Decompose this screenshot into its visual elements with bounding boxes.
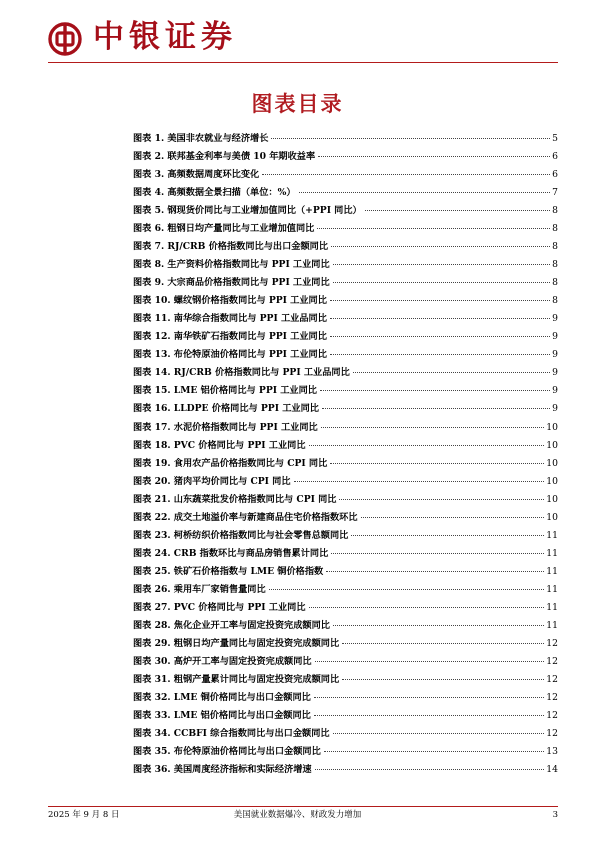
toc-entry-label: 图表 1. 美国非农就业与经济增长: [133, 133, 269, 144]
toc-entry-page: 10: [546, 493, 558, 505]
toc-dot-leader: [322, 408, 550, 409]
toc-entry-label: 图表 13. 布伦特原油价格同比与 PPI 工业同比: [133, 349, 327, 361]
toc-entry[interactable]: [133, 346, 558, 364]
toc-dot-leader: [333, 282, 550, 283]
toc-entry[interactable]: [133, 256, 558, 274]
toc-entry[interactable]: [133, 382, 558, 400]
toc-entry-label: 图表 23. 柯桥纺织价格指数同比与社会零售总额同比: [133, 529, 349, 541]
toc-dot-leader: [330, 336, 550, 337]
toc-list: [133, 130, 558, 779]
toc-entry-page: 12: [546, 728, 558, 740]
toc-entry[interactable]: [133, 617, 558, 635]
toc-entry-label: 图表 21. 山东蔬菜批发价格指数同比与 CPI 同比: [133, 493, 337, 505]
toc-entry[interactable]: [133, 184, 558, 202]
toc-dot-leader: [330, 318, 550, 319]
toc-entry-page: 8: [552, 205, 558, 217]
toc-entry-label: 图表 8. 生产资料价格指数同比与 PPI 工业同比: [133, 259, 330, 271]
toc-entry-page: 6: [552, 151, 558, 163]
toc-entry[interactable]: [133, 238, 558, 256]
toc-entry-page: 12: [546, 655, 558, 667]
toc-entry-label: 图表 16. LLDPE 价格同比与 PPI 工业同比: [133, 403, 319, 415]
toc-entry-page: 10: [546, 475, 558, 487]
toc-entry-label: 图表 4. 高频数据全景扫描（单位：%）: [133, 187, 296, 199]
toc-entry-label: 图表 32. LME 铜价格同比与出口金额同比: [133, 691, 311, 703]
toc-entry-label: 图表 11. 南华综合指数同比与 PPI 工业品同比: [133, 313, 327, 325]
toc-entry[interactable]: [133, 166, 558, 184]
toc-dot-leader: [351, 535, 544, 536]
toc-entry-label: 图表 25. 铁矿石价格指数与 LME 铜价格指数: [133, 565, 324, 577]
toc-entry-label: 图表 36. 美国周度经济指标和实际经济增速: [133, 764, 312, 776]
toc-entry-page: 12: [546, 637, 558, 649]
toc-dot-leader: [333, 264, 550, 265]
toc-entry-page: 12: [546, 710, 558, 721]
toc-entry-page: 8: [552, 295, 558, 307]
toc-entry-page: 9: [552, 385, 558, 397]
toc-entry-label: 图表 28. 焦化企业开工率与固定投资完成额同比: [133, 619, 330, 631]
toc-entry-label: 图表 15. LME 铝价格同比与 PPI 工业同比: [133, 385, 317, 397]
toc-entry[interactable]: [133, 328, 558, 346]
toc-entry-label: 图表 33. LME 铝价格同比与出口金额同比: [133, 710, 311, 721]
toc-dot-leader: [321, 427, 545, 428]
toc-entry[interactable]: [133, 202, 558, 220]
toc-entry[interactable]: [133, 310, 558, 328]
toc-dot-leader: [339, 499, 544, 500]
toc-dot-leader: [342, 643, 544, 644]
toc-entry-page: 11: [546, 619, 558, 631]
toc-dot-leader: [324, 751, 545, 752]
toc-dot-leader: [309, 445, 545, 446]
toc-entry[interactable]: [133, 599, 558, 617]
toc-entry[interactable]: [133, 635, 558, 653]
bank-of-china-logo-icon: [48, 22, 82, 56]
footer-page-number: 3: [552, 810, 558, 820]
toc-dot-leader: [365, 210, 550, 211]
toc-dot-leader: [269, 589, 545, 590]
toc-dot-leader: [361, 517, 545, 518]
toc-entry-page: 8: [552, 241, 558, 253]
toc-entry-label: 图表 26. 乘用车厂家销售量同比: [133, 583, 266, 595]
toc-entry[interactable]: [133, 671, 558, 689]
toc-dot-leader: [314, 715, 544, 716]
toc-dot-leader: [326, 571, 544, 572]
toc-entry-page: 12: [546, 673, 558, 685]
toc-entry-page: 14: [546, 764, 558, 776]
toc-entry[interactable]: [133, 400, 558, 418]
toc-dot-leader: [330, 300, 550, 301]
footer-report-title: 美国就业数据爆冷、财政发力增加: [233, 810, 362, 820]
page-header: [0, 0, 595, 64]
toc-entry[interactable]: [133, 419, 558, 437]
toc-entry-page: 11: [546, 565, 558, 577]
toc-entry-page: 9: [552, 403, 558, 415]
toc-dot-leader: [353, 372, 550, 373]
brand-name: 中银证券: [93, 19, 237, 55]
toc-entry-page: 8: [552, 259, 558, 271]
toc-entry-page: 11: [546, 529, 558, 541]
toc-dot-leader: [320, 390, 550, 391]
toc-dot-leader: [342, 679, 544, 680]
toc-dot-leader: [309, 607, 545, 608]
toc-entry-page: 11: [546, 547, 558, 559]
toc-entry-page: 8: [552, 277, 558, 289]
toc-entry[interactable]: [133, 545, 558, 563]
toc-entry-label: 图表 14. RJ/CRB 价格指数同比与 PPI 工业品同比: [133, 367, 350, 379]
toc-entry-page: 9: [552, 349, 558, 361]
toc-entry-page: 13: [546, 746, 558, 758]
toc-entry-page: 6: [552, 169, 558, 181]
toc-entry-page: 9: [552, 331, 558, 343]
toc-entry[interactable]: [133, 725, 558, 743]
toc-entry-page: 10: [546, 457, 558, 469]
toc-entry[interactable]: [133, 509, 558, 527]
toc-dot-leader: [315, 769, 545, 770]
toc-entry-page: 8: [552, 223, 558, 235]
toc-entry[interactable]: [133, 274, 558, 292]
toc-dot-leader: [315, 661, 545, 662]
toc-entry-page: 10: [546, 511, 558, 523]
page-title: 图表目录: [251, 92, 344, 116]
toc-entry[interactable]: [133, 743, 558, 761]
toc-dot-leader: [262, 174, 550, 175]
toc-entry[interactable]: [133, 364, 558, 382]
toc-dot-leader: [330, 463, 544, 464]
toc-entry-label: 图表 31. 粗钢产量累计同比与固定投资完成额同比: [133, 673, 340, 685]
toc-entry-page: 5: [552, 133, 558, 144]
toc-entry-label: 图表 6. 粗钢日均产量同比与工业增加值同比: [133, 223, 315, 235]
toc-entry[interactable]: [133, 455, 558, 473]
toc-entry-page: 10: [546, 421, 558, 433]
toc-dot-leader: [333, 625, 544, 626]
toc-entry-label: 图表 34. CCBFI 综合指数同比与出口金额同比: [133, 728, 330, 740]
toc-entry-label: 图表 24. CRB 指数环比与商品房销售累计同比: [133, 547, 329, 559]
toc-entry-label: 图表 19. 食用农产品价格指数同比与 CPI 同比: [133, 457, 328, 469]
toc-dot-leader: [331, 246, 550, 247]
toc-entry[interactable]: [133, 148, 558, 166]
toc-entry[interactable]: [133, 581, 558, 599]
footer-divider: [48, 806, 558, 807]
toc-entry-label: 图表 12. 南华铁矿石指数同比与 PPI 工业同比: [133, 331, 327, 343]
toc-entry-label: 图表 18. PVC 价格同比与 PPI 工业同比: [133, 439, 306, 451]
toc-entry[interactable]: [133, 653, 558, 671]
toc-dot-leader: [299, 192, 551, 193]
toc-entry-page: 9: [552, 313, 558, 325]
footer-date: 2025 年 9 月 8 日: [48, 810, 120, 820]
toc-entry-page: 12: [546, 691, 558, 703]
toc-entry[interactable]: [133, 292, 558, 310]
toc-entry[interactable]: [133, 130, 558, 148]
toc-entry[interactable]: [133, 689, 558, 707]
toc-entry-label: 图表 20. 猪肉平均价同比与 CPI 同比: [133, 475, 291, 487]
header-divider: [48, 62, 558, 63]
toc-dot-leader: [333, 733, 545, 734]
toc-entry-label: 图表 2. 联邦基金利率与美债 10 年期收益率: [133, 151, 316, 163]
toc-dot-leader: [271, 138, 550, 139]
toc-entry[interactable]: [133, 707, 558, 725]
toc-entry-label: 图表 3. 高频数据周度环比变化: [133, 169, 260, 181]
toc-entry-page: 7: [552, 187, 558, 199]
toc-dot-leader: [317, 228, 550, 229]
toc-entry[interactable]: [133, 491, 558, 509]
toc-entry-label: 图表 7. RJ/CRB 价格指数同比与出口金额同比: [133, 241, 329, 253]
toc-entry[interactable]: [133, 527, 558, 545]
toc-dot-leader: [330, 354, 550, 355]
toc-entry-label: 图表 10. 螺纹钢价格指数同比与 PPI 工业同比: [133, 295, 327, 307]
toc-entry-page: 9: [552, 367, 558, 379]
toc-entry[interactable]: [133, 220, 558, 238]
toc-entry-label: 图表 35. 布伦特原油价格同比与出口金额同比: [133, 746, 321, 758]
toc-entry[interactable]: [133, 437, 558, 455]
toc-entry[interactable]: [133, 563, 558, 581]
toc-dot-leader: [294, 481, 545, 482]
toc-dot-leader: [314, 697, 544, 698]
toc-entry-label: 图表 29. 粗钢日均产量同比与固定投资完成额同比: [133, 637, 340, 649]
toc-entry-page: 11: [546, 583, 558, 595]
toc-entry[interactable]: [133, 473, 558, 491]
toc-entry-label: 图表 27. PVC 价格同比与 PPI 工业同比: [133, 601, 306, 613]
toc-entry-page: 11: [546, 601, 558, 613]
toc-entry-label: 图表 30. 高炉开工率与固定投资完成额同比: [133, 655, 312, 667]
toc-entry-label: 图表 5. 钢现货价同比与工业增加值同比（+PPI 同比）: [133, 205, 362, 217]
toc-entry[interactable]: [133, 761, 558, 779]
toc-entry-label: 图表 17. 水泥价格指数同比与 PPI 工业同比: [133, 421, 318, 433]
toc-dot-leader: [331, 553, 544, 554]
toc-entry-label: 图表 22. 成交土地溢价率与新建商品住宅价格指数环比: [133, 511, 358, 523]
toc-entry-page: 10: [546, 439, 558, 451]
toc-dot-leader: [318, 156, 550, 157]
toc-entry-label: 图表 9. 大宗商品价格指数同比与 PPI 工业同比: [133, 277, 330, 289]
